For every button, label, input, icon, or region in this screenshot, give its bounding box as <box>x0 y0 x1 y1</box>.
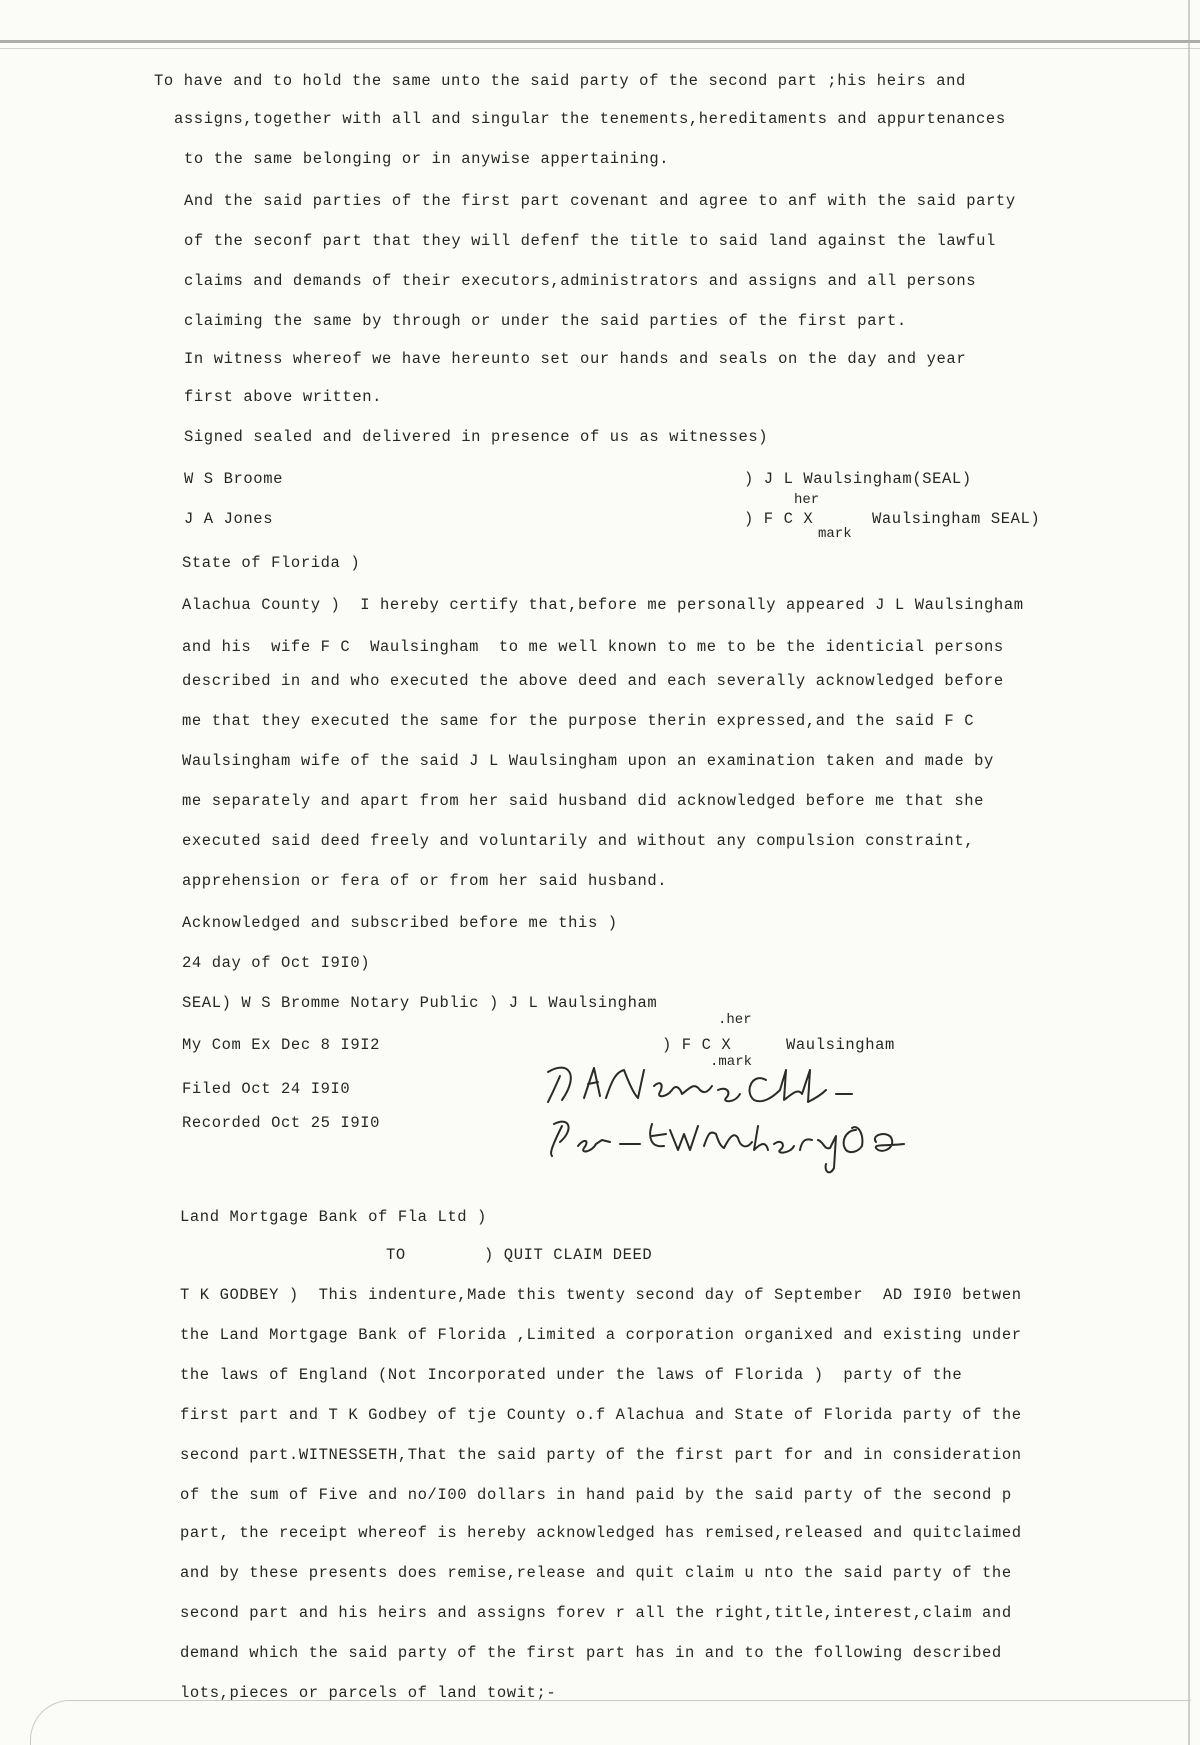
text-line: Acknowledged and subscribed before me this ) <box>182 914 618 932</box>
text-line: second part.WITNESSETH,That the said party of the first part for and in consideration <box>180 1446 1022 1464</box>
text-line: of the seconf part that they will defenf the title to said land against the lawful <box>184 232 996 250</box>
text-line: My Com Ex Dec 8 I9I2 <box>182 1036 381 1054</box>
text-line: claims and demands of their executors,administrators and assigns and all persons <box>184 272 977 290</box>
text-line: to the same belonging or in anywise appertaining. <box>184 150 670 168</box>
text-line: T K GODBEY ) This indenture,Made this twenty second day of September AD I9I0 betwen <box>180 1286 1022 1304</box>
text-line: And the said parties of the first part covenant and agree to anf with the said party <box>184 192 1016 210</box>
text-line: SEAL) W S Bromme Notary Public ) J L Waulsingham <box>182 994 658 1012</box>
top-rule-secondary <box>0 48 1200 49</box>
text-line: demand which the said party of the first part has in and to the following described <box>180 1644 1002 1662</box>
text-line: Filed Oct 24 I9I0 <box>182 1080 351 1098</box>
text-line: Waulsingham wife of the said J L Waulsingham upon an examination taken and made by <box>182 752 994 770</box>
text-line: described in and who executed the above deed and each severally acknowledged before <box>182 672 1004 690</box>
text-line: second part and his heirs and assigns forev r all the right,title,interest,claim and <box>180 1604 1012 1622</box>
mark-her: .her <box>718 1012 752 1028</box>
mark-mark: mark <box>818 526 852 542</box>
page-edge <box>1188 0 1190 1745</box>
signatory-2-name: Waulsingham SEAL) <box>872 510 1041 528</box>
text-line: Land Mortgage Bank of Fla Ltd ) <box>180 1208 487 1226</box>
text-line: of the sum of Five and no/I00 dollars in hand paid by the said party of the second p <box>180 1486 1012 1504</box>
text-line: me that they executed the same for the purpose therin expressed,and the said F C <box>182 712 975 730</box>
text-line: executed said deed freely and voluntarily and without any compulsion constraint, <box>182 832 975 850</box>
witness-2: J A Jones <box>184 510 274 528</box>
mark-her: her <box>794 492 820 508</box>
witness-1: W S Broome <box>184 470 284 488</box>
text-line: assigns,together with all and singular the tenements,hereditaments and appurtenances <box>174 110 1006 128</box>
text-line: TO <box>386 1246 406 1264</box>
signatory-mark: ) F C X <box>662 1036 732 1054</box>
text-line: claiming the same by through or under the said parties of the first part. <box>184 312 907 330</box>
text-line: the Land Mortgage Bank of Florida ,Limited a corporation organixed and existing under <box>180 1326 1022 1344</box>
text-line: and his wife F C Waulsingham to me well known to me to be the identicial persons <box>182 638 1004 656</box>
signatory-name: Waulsingham <box>786 1036 895 1054</box>
text-line: Signed sealed and delivered in presence of us as witnesses) <box>184 428 769 446</box>
text-line: 24 day of Oct I9I0) <box>182 954 371 972</box>
clerk-signature <box>540 1050 940 1180</box>
deed-title: ) QUIT CLAIM DEED <box>484 1246 653 1264</box>
page-curl <box>30 1700 1191 1745</box>
signatory-2-mark: ) F C X <box>744 510 814 528</box>
text-line: first part and T K Godbey of tje County o.f Alachua and State of Florida party of the <box>180 1406 1022 1424</box>
text-line: apprehension or fera of or from her said husband. <box>182 872 668 890</box>
text-line: part, the receipt whereof is hereby acknowledged has remised,released and quitclaimed <box>180 1524 1022 1542</box>
text-line: To have and to hold the same unto the said party of the second part ;his heirs and <box>154 72 966 90</box>
text-line: the laws of England (Not Incorporated under the laws of Florida ) party of the <box>180 1366 963 1384</box>
text-line: me separately and apart from her said husband did acknowledged before me that she <box>182 792 985 810</box>
text-line: State of Florida ) <box>182 554 361 572</box>
text-line: and by these presents does remise,release and quit claim u nto the said party of the <box>180 1564 1012 1582</box>
signatory-1: ) J L Waulsingham(SEAL) <box>744 470 972 488</box>
text-line: lots,pieces or parcels of land towit;- <box>180 1684 557 1702</box>
text-line: first above written. <box>184 388 383 406</box>
text-line: Alachua County ) I hereby certify that,before me personally appeared J L Waulsingham <box>182 596 1024 614</box>
top-rule <box>0 40 1200 43</box>
text-line: Recorded Oct 25 I9I0 <box>182 1114 381 1132</box>
mark-mark: .mark <box>710 1054 753 1070</box>
text-line: In witness whereof we have hereunto set our hands and seals on the day and year <box>184 350 967 368</box>
